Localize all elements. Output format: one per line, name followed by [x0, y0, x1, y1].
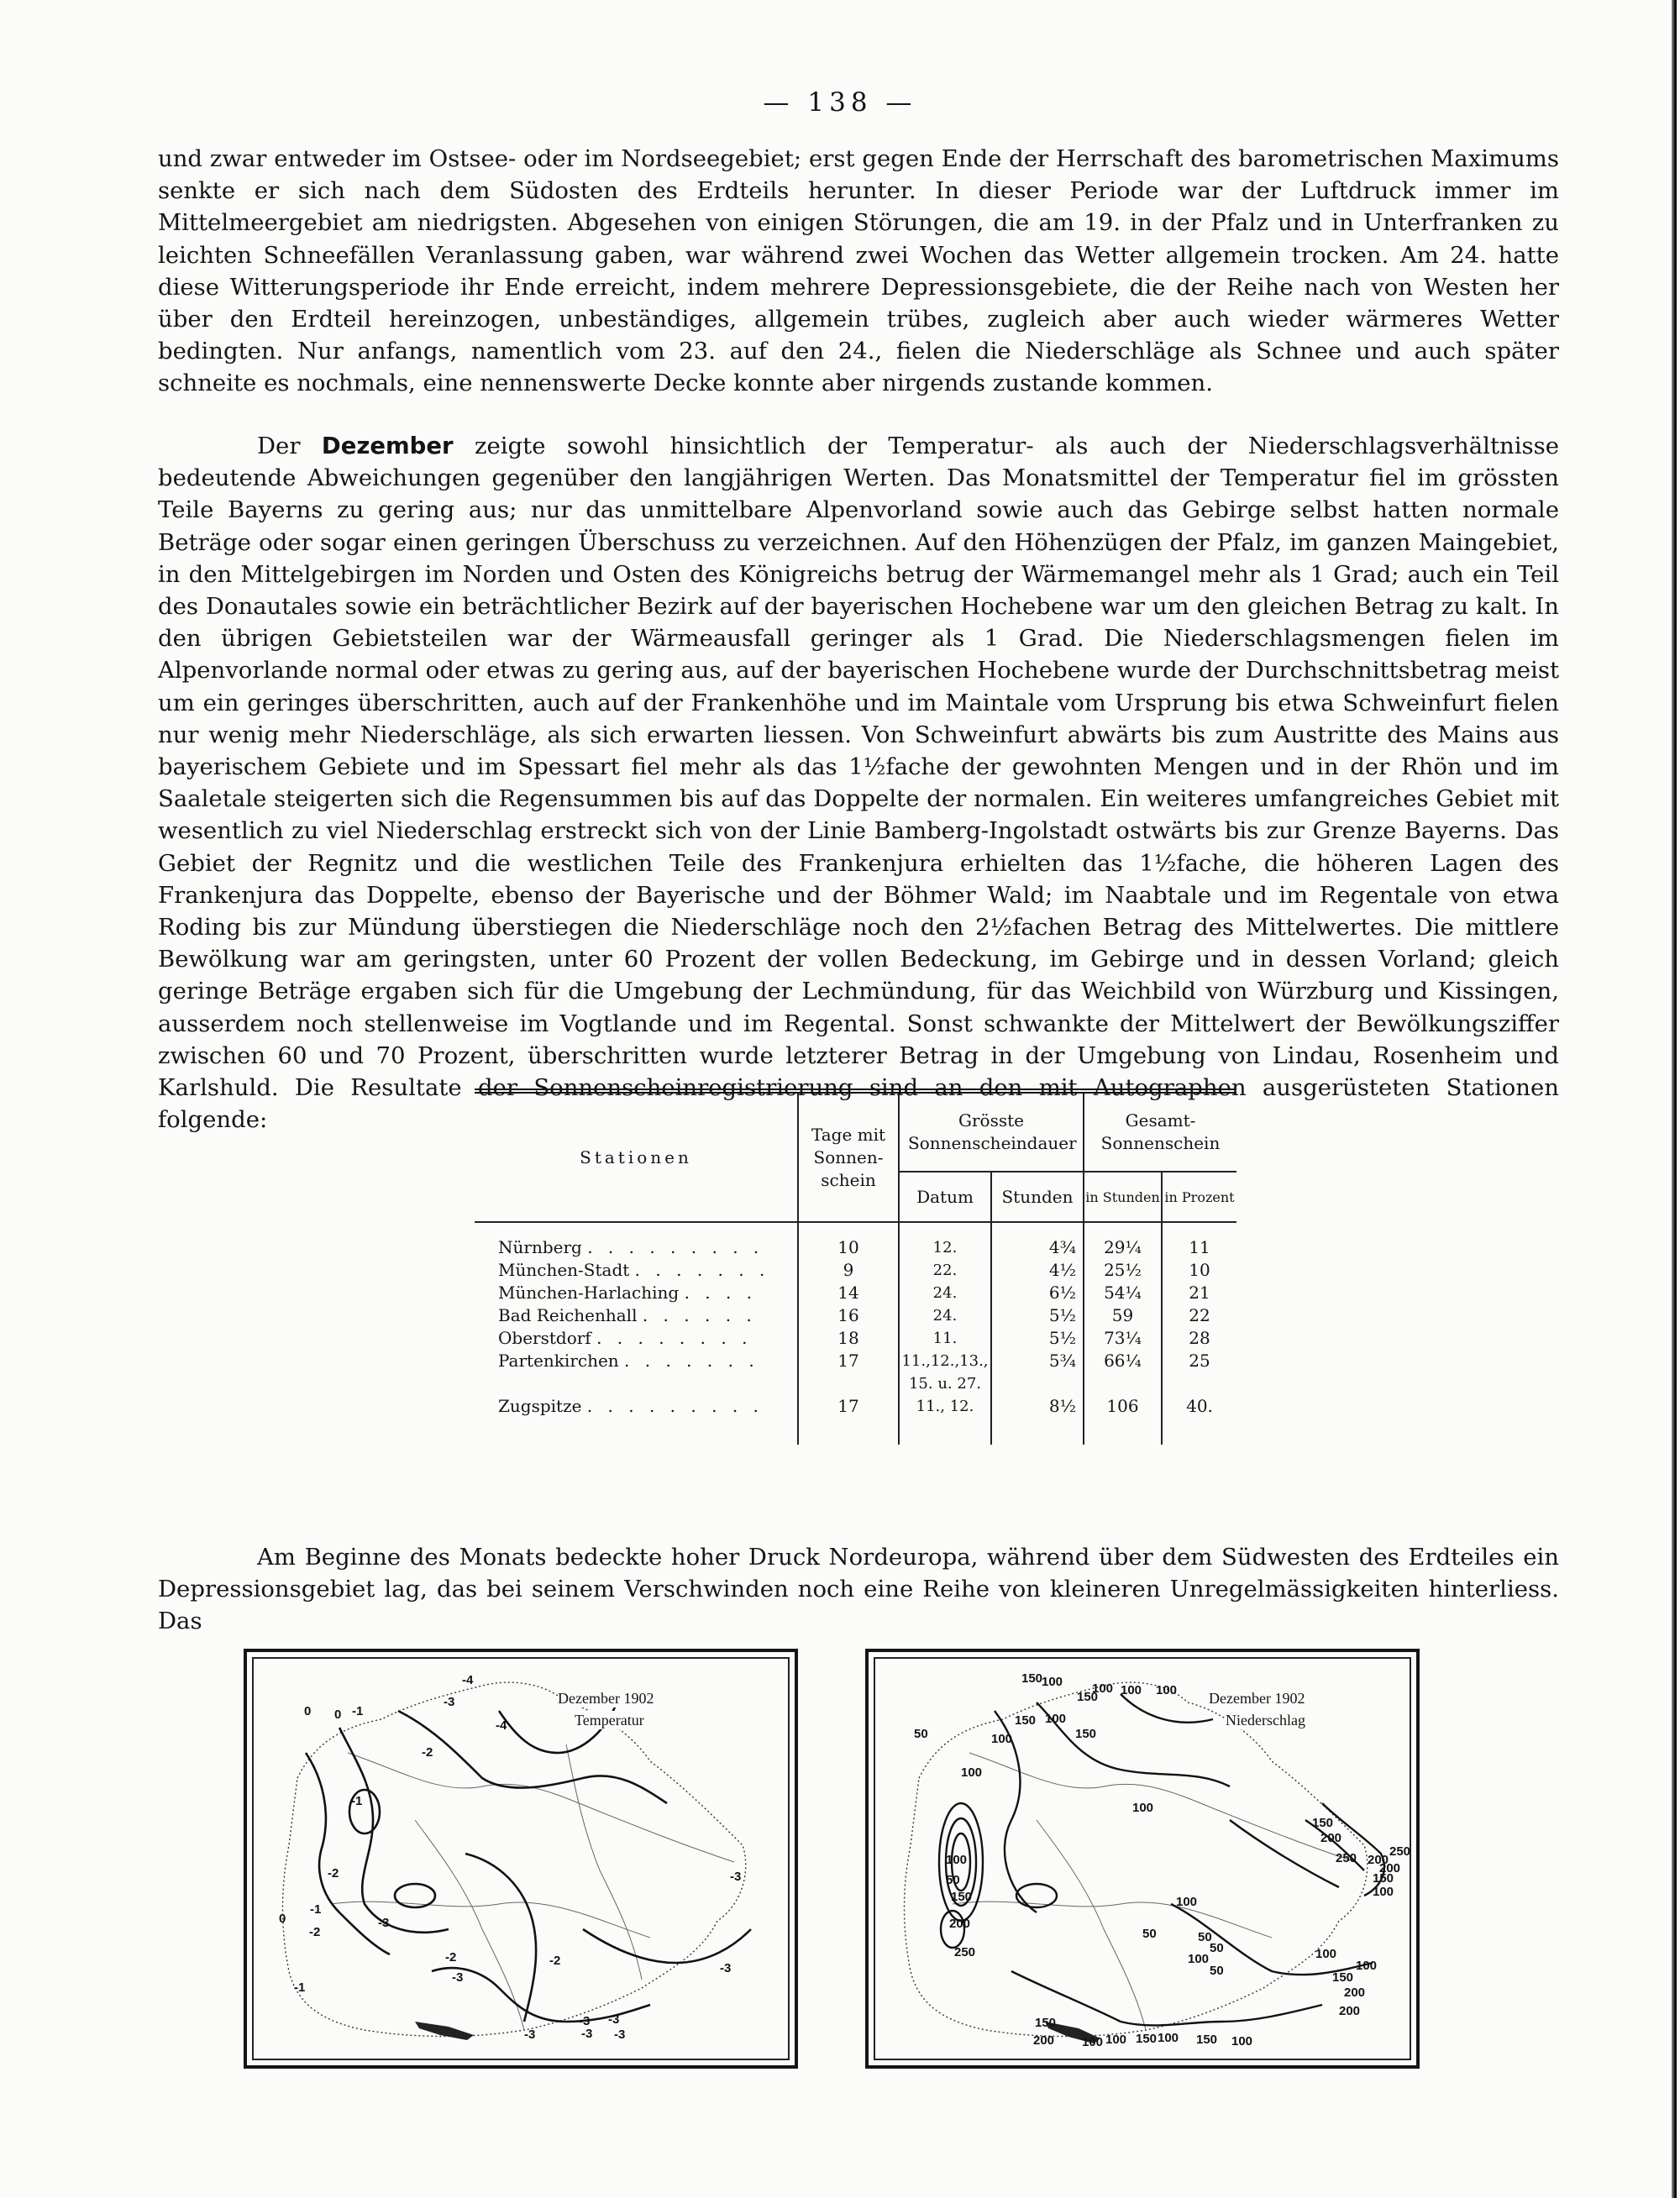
page-edge-shadow [1672, 0, 1677, 2198]
gesamt-prozent-value: 25 [1162, 1350, 1236, 1395]
isoline-label: -3 [524, 2028, 536, 2042]
isoline-label: 100 [991, 1732, 1013, 1746]
leader-dots: . . . . . . . . [596, 1328, 753, 1348]
isoline-label: 250 [954, 1945, 976, 1959]
gesamt-stunden-value: 106 [1084, 1395, 1162, 1418]
isoline-label: 150 [1136, 2032, 1158, 2046]
isoline-label: 150 [1077, 1690, 1099, 1704]
gesamt-stunden-value: 73¼ [1084, 1327, 1162, 1350]
gesamt-stunden-value: 59 [1084, 1304, 1162, 1327]
leader-dots: . . . . . . . . . [587, 1237, 764, 1257]
datum-value: 24. [899, 1282, 991, 1304]
isoline-label: -4 [462, 1673, 474, 1687]
temperature-map-subtitle: Temperatur [575, 1712, 644, 1728]
isoline-label: -1 [294, 1980, 306, 1995]
station-name: München-Harlaching . . . . [498, 1283, 758, 1303]
gesamt-stunden-value: 66¼ [1084, 1350, 1162, 1395]
isoline-label: 0 [279, 1912, 286, 1926]
header-gesamt: Gesamt- Sonnenschein [1084, 1091, 1236, 1172]
precipitation-map-drawing [869, 1652, 1416, 2065]
isoline-label: 200 [949, 1917, 971, 1931]
datum-value: 22. [899, 1259, 991, 1282]
isoline-label: 100 [1156, 1683, 1178, 1697]
isoline-label: -2 [549, 1954, 561, 1968]
station-name: Zugspitze . . . . . . . . . [498, 1396, 764, 1416]
station-name: Nürnberg . . . . . . . . . [498, 1237, 764, 1257]
isoline-label: -2 [445, 1950, 457, 1965]
isoline-label: 200 [1339, 2004, 1361, 2018]
paragraph-continuation [158, 143, 1559, 400]
isoline-label: 50 [914, 1727, 928, 1741]
paragraph-1: und zwar entweder im Ostsee- oder im Nordseegebiet; erst gegen Ende der Herrschaft des barometrischen Maximums senkte er sich nach dem Südosten des Erdteils herunter. In dieser Periode war der Luftdruck immer im Mittelmeergebiet am niedrigsten. Abgesehen von einigen Störungen, die am 19. in der Pfalz und in Unterfranken zu leichten Schneefällen Veranlassung gaben, war während zwei Wochen das Wetter allgemein trocken. Am 24. hatte diese Witterungsperiode ihr Ende erreicht, indem mehrere Depressionsgebiete, die der Reihe nach von Westen her über den Erdteil hereinzogen, unbeständiges, allgemein trübes, zugleich aber auch wieder wärmeres Wetter bedingten. Nur anfangs, namentlich vom 23. auf den 24., fielen die Niederschläge als Schnee und auch später schneite es nochmals, eine nennenswerte Decke konnte aber nirgends zustande kommen. [158, 145, 1559, 397]
isoline-label: 150 [1312, 1816, 1334, 1830]
isoline-label: 0 [304, 1704, 312, 1718]
gesamt-prozent-value: 11 [1162, 1236, 1236, 1259]
header-tage: Tage mit Sonnen- schein [798, 1091, 899, 1222]
station-name: Oberstdorf . . . . . . . . [498, 1328, 753, 1348]
leader-dots: . . . . [684, 1283, 758, 1303]
header-in-prozent: in Prozent [1162, 1172, 1236, 1222]
isoline-label: 100 [1132, 1801, 1154, 1815]
isoline-label: 100 [1373, 1885, 1394, 1899]
leader-dots: . . . . . . . . . [586, 1396, 764, 1416]
precipitation-map-subtitle: Niederschlag [1226, 1712, 1305, 1728]
header-stunden: Stunden [991, 1172, 1084, 1222]
temperature-map-title: Dezember 1902 [558, 1690, 654, 1707]
gesamt-prozent-value: 28 [1162, 1327, 1236, 1350]
precipitation-map-title: Dezember 1902 [1209, 1690, 1305, 1707]
table-row [475, 1282, 1236, 1304]
isoline-label: -3 [579, 2014, 591, 2028]
tage-value: 18 [798, 1327, 899, 1350]
isoline-label: 150 [1035, 2016, 1057, 2030]
isoline-label: 150 [1015, 1713, 1037, 1728]
tage-value: 10 [798, 1236, 899, 1259]
isoline-label: 200 [1344, 1986, 1366, 2000]
isoline-label: 150 [1075, 1727, 1097, 1741]
isoline-label: 100 [1045, 1712, 1067, 1726]
datum-value: 11.,12.,13., 15. u. 27. [899, 1350, 991, 1395]
isoline-label: 100 [1092, 1681, 1114, 1696]
isoline-label: 100 [1176, 1895, 1198, 1909]
table-row [475, 1304, 1236, 1327]
paragraph-2 [158, 430, 1559, 1136]
stunden-value: 8½ [991, 1395, 1084, 1418]
gesamt-stunden-value: 54¼ [1084, 1282, 1162, 1304]
temperature-map [244, 1649, 798, 2069]
isoline-label: 100 [1158, 2031, 1179, 2045]
tage-value: 17 [798, 1395, 899, 1418]
isoline-label: 50 [1210, 1964, 1224, 1978]
isoline-label: -3 [378, 1916, 390, 1930]
isoline-label: -2 [328, 1866, 339, 1881]
datum-value: 11., 12. [899, 1395, 991, 1418]
table-row [475, 1395, 1236, 1418]
tage-value: 9 [798, 1259, 899, 1282]
isoline-label: 100 [1042, 1675, 1063, 1689]
tage-value: 17 [798, 1350, 899, 1395]
table-row [475, 1236, 1236, 1259]
isoline-label: 200 [1368, 1853, 1389, 1867]
gesamt-stunden-value: 25½ [1084, 1259, 1162, 1282]
isoline-label: -3 [730, 1870, 742, 1884]
isoline-label: -2 [422, 1745, 433, 1760]
stunden-value: 5½ [991, 1327, 1084, 1350]
paragraph-month-begin [158, 1541, 1559, 1638]
isoline-label: 100 [1121, 1683, 1142, 1697]
isoline-label: 100 [946, 1853, 968, 1867]
isoline-label: -3 [452, 1970, 464, 1985]
datum-value: 12. [899, 1236, 991, 1259]
isoline-label: 50 [946, 1873, 960, 1887]
tage-value: 14 [798, 1282, 899, 1304]
isoline-label: 100 [1105, 2033, 1127, 2047]
gesamt-prozent-value: 21 [1162, 1282, 1236, 1304]
isoline-label: 200 [1033, 2033, 1055, 2048]
table-row [475, 1350, 1236, 1395]
isoline-label: 150 [1196, 2033, 1218, 2047]
header-datum: Datum [899, 1172, 991, 1222]
table-row [475, 1327, 1236, 1350]
isoline-label: 100 [1231, 2034, 1253, 2048]
leader-dots: . . . . . . . [624, 1351, 759, 1371]
isoline-label: 100 [1315, 1947, 1337, 1961]
isoline-label: -1 [351, 1794, 363, 1808]
sunshine-table [475, 1089, 1236, 1445]
paragraph-december [158, 430, 1559, 1136]
isoline-label: 150 [1332, 1970, 1354, 1985]
paragraph-3: Am Beginne des Monats bedeckte hoher Druck Nordeuropa, während über dem Südwesten des Erdteiles ein Depressionsgebiet lag, das bei seinem Verschwinden noch eine Reihe von kleineren Unregelmässigkeiten hinterliess. Das [158, 1544, 1559, 1635]
datum-value: 24. [899, 1304, 991, 1327]
month-heading: Dezember [321, 433, 454, 459]
isoline-label: 250 [1389, 1844, 1411, 1859]
stunden-value: 6½ [991, 1282, 1084, 1304]
isoline-label: -3 [444, 1695, 455, 1709]
station-name: München-Stadt . . . . . . . [498, 1260, 770, 1280]
isoline-label: 250 [1336, 1851, 1357, 1865]
isoline-label: -3 [614, 2028, 626, 2042]
isoline-label: 100 [1356, 1959, 1378, 1973]
header-in-stunden: in Stunden [1084, 1172, 1162, 1222]
isoline-label: -2 [309, 1925, 321, 1939]
gesamt-prozent-value: 40. [1162, 1395, 1236, 1418]
isoline-label: -1 [310, 1902, 322, 1917]
isoline-label: 50 [1198, 1930, 1212, 1944]
gesamt-stunden-value: 29¼ [1084, 1236, 1162, 1259]
stunden-value: 5½ [991, 1304, 1084, 1327]
station-name: Partenkirchen . . . . . . . [498, 1351, 759, 1371]
leader-dots: . . . . . . [642, 1305, 757, 1325]
isoline-label: 150 [1373, 1871, 1394, 1886]
isoline-label: 50 [1210, 1941, 1224, 1955]
header-stationen: Stationen [475, 1091, 798, 1222]
isoline-label: 100 [1082, 2035, 1104, 2049]
isoline-label: 200 [1379, 1861, 1401, 1875]
isoline-label: -4 [496, 1718, 507, 1733]
stunden-value: 4½ [991, 1259, 1084, 1282]
isoline-label: -3 [608, 2012, 620, 2027]
page-number: — 138 — [763, 87, 917, 118]
paragraph-2-lead: Der [257, 433, 301, 459]
isoline-label: 0 [334, 1708, 342, 1722]
stunden-value: 4¾ [991, 1236, 1084, 1259]
isoline-label: 150 [1021, 1671, 1043, 1686]
station-name: Bad Reichenhall . . . . . . [498, 1305, 757, 1325]
tage-value: 16 [798, 1304, 899, 1327]
isoline-label: 200 [1320, 1831, 1342, 1845]
gesamt-prozent-value: 22 [1162, 1304, 1236, 1327]
datum-value: 11. [899, 1327, 991, 1350]
paragraph-2-body: zeigte sowohl hinsichtlich der Temperatur- als auch der Niederschlagsverhältnisse bedeutende Abweichungen gegenüber den langjährigen Werten. Das Monatsmittel der Temperatur fiel im grössten Teile Bayerns zu gering aus; nur das unmittelbare Alpenvorland sowie auch das Gebirge selbst hatten normale Beträge oder sogar einen geringen Überschuss zu verzeichnen. Auf den Höhenzügen der Pfalz, im ganzen Maingebiet, in den Mittelgebirgen im Norden und Osten des Königreichs betrug der Wärmemangel mehr als 1 Grad; auch ein Teil des Donautales sowie ein beträchtlicher Bezirk auf der bayerischen Hochebene war um den gleichen Betrag zu kalt. In den übrigen Gebietsteilen war der Wärmeausfall geringer als 1 Grad. Die Niederschlagsmengen fielen im Alpenvorlande normal oder etwas zu gering aus, auf der bayerischen Hochebene wurde der Durchschnittsbetrag meist um ein geringes überschritten, auch auf der Frankenhöhe und im Maintale vom Ursprung bis etwa Schweinfurt fielen nur wenig mehr Niederschläge, als sich erwarten liessen. Von Schweinfurt abwärts bis zum Austritte des Mains aus bayerischem Gebiete und im Spessart fiel mehr als das 1½fache der gewohnten Mengen und in der Rhön und im Saaletale steigerten sich die Regensummen bis auf das Doppelte der normalen. Ein weiteres umfangreiches Gebiet mit wesentlich zu viel Niederschlag erstreckt sich von der Linie Bamberg-Ingolstadt ostwärts bis zur Grenze Bayerns. Das Gebiet der Regnitz und die westlichen Teile des Frankenjura erhielten das 1½fache, die höheren Lagen des Frankenjura das Doppelte, ebenso der Bayerische und der Böhmer Wald; im Naabtale und im Regentale von etwa Roding bis zur Mündung überstiegen die Niederschläge noch den 2½fachen Betrag des Mittelwertes. Die mittlere Bewölkung war am geringsten, unter 60 Prozent der vollen Bedeckung, im Gebirge und in dessen Vorland; gleich geringe Beträge ergaben sich für die Umgebung der Lechmündung, für das Weichbild von Würzburg und Kissingen, ausserdem noch stellenweise im Vogtlande und im Regental. Sonst schwankte der Mittelwert der Bewölkungsziffer zwischen 60 und 70 Prozent, überschritten wurde letzterer Betrag in der Umgebung von Lindau, Rosenheim und Karlshuld. Die Resultate der Sonnenscheinregistrierung sind an den mit Autographen ausgerüsteten Stationen folgende: [158, 433, 1559, 1134]
isoline-label: 100 [1188, 1952, 1210, 1966]
isoline-label: 100 [961, 1765, 983, 1780]
header-groesste: Grösste Sonnenscheindauer [899, 1091, 1084, 1172]
isoline-label: 50 [1142, 1927, 1157, 1941]
precipitation-map [865, 1649, 1420, 2069]
isoline-label: -3 [720, 1961, 732, 1975]
gesamt-prozent-value: 10 [1162, 1259, 1236, 1282]
isoline-label: 150 [951, 1890, 973, 1904]
isoline-label: -3 [581, 2027, 593, 2041]
temperature-map-drawing [247, 1652, 795, 2065]
table-row [475, 1259, 1236, 1282]
table-body [475, 1236, 1236, 1418]
isoline-label: -1 [352, 1704, 364, 1718]
stunden-value: 5¾ [991, 1350, 1084, 1395]
leader-dots: . . . . . . . [634, 1260, 770, 1280]
